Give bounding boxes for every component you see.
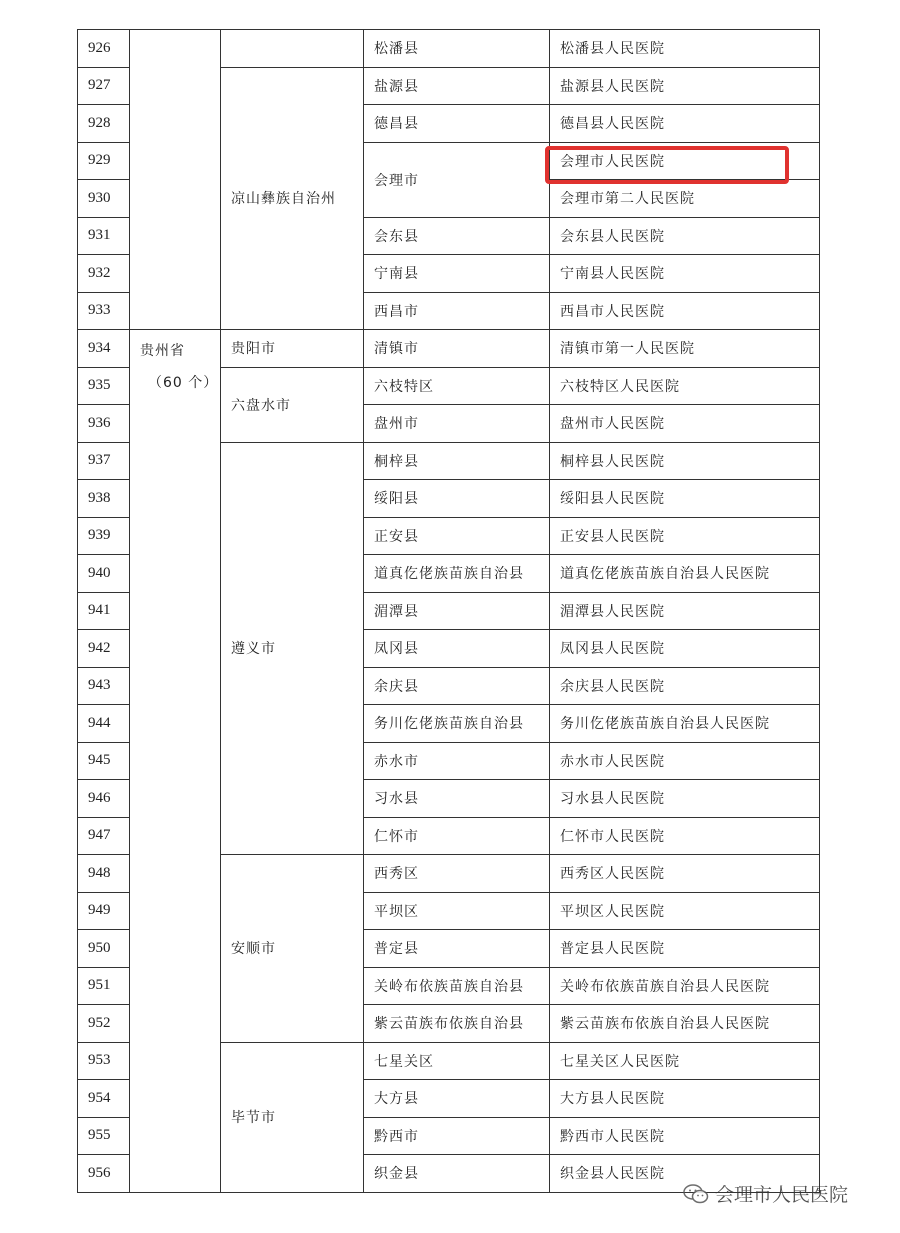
county-cell: 大方县 — [364, 1080, 550, 1118]
row-number: 945 — [78, 742, 130, 780]
row-number: 937 — [78, 442, 130, 480]
county-cell: 普定县 — [364, 930, 550, 968]
hospital-cell: 绥阳县人民医院 — [550, 480, 820, 518]
row-number: 950 — [78, 930, 130, 968]
row-number: 926 — [78, 30, 130, 68]
row-number: 944 — [78, 705, 130, 743]
city-cell — [221, 30, 364, 68]
row-number: 955 — [78, 1117, 130, 1155]
wechat-icon — [683, 1184, 709, 1204]
row-number: 936 — [78, 405, 130, 443]
hospital-cell: 松潘县人民医院 — [550, 30, 820, 68]
county-cell: 宁南县 — [364, 255, 550, 293]
county-cell: 平坝区 — [364, 892, 550, 930]
hospital-list-table — [77, 29, 820, 1193]
row-number: 951 — [78, 967, 130, 1005]
county-cell: 仁怀市 — [364, 817, 550, 855]
county-cell: 西秀区 — [364, 855, 550, 893]
row-number: 933 — [78, 292, 130, 330]
county-cell: 会东县 — [364, 217, 550, 255]
province-name: 贵州省 — [140, 343, 185, 359]
hospital-cell: 仁怀市人民医院 — [550, 817, 820, 855]
row-number: 941 — [78, 592, 130, 630]
county-cell: 织金县 — [364, 1155, 550, 1193]
hospital-cell: 六枝特区人民医院 — [550, 367, 820, 405]
hospital-cell: 赤水市人民医院 — [550, 742, 820, 780]
hospital-cell: 习水县人民医院 — [550, 780, 820, 818]
hospital-cell: 会理市第二人民医院 — [550, 180, 820, 218]
hospital-cell: 余庆县人民医院 — [550, 667, 820, 705]
hospital-cell: 清镇市第一人民医院 — [550, 330, 820, 368]
county-cell: 德昌县 — [364, 105, 550, 143]
hospital-cell: 宁南县人民医院 — [550, 255, 820, 293]
province-cell-guizhou — [130, 330, 221, 1193]
row-number: 952 — [78, 1005, 130, 1043]
row-number: 929 — [78, 142, 130, 180]
row-number: 940 — [78, 555, 130, 593]
row-number: 930 — [78, 180, 130, 218]
county-cell: 关岭布依族苗族自治县 — [364, 967, 550, 1005]
row-number: 934 — [78, 330, 130, 368]
watermark-text: 会理市人民医院 — [715, 1184, 849, 1206]
county-cell: 七星关区 — [364, 1042, 550, 1080]
hospital-cell: 黔西市人民医院 — [550, 1117, 820, 1155]
hospital-cell: 大方县人民医院 — [550, 1080, 820, 1118]
city-cell-anshun: 安顺市 — [221, 855, 364, 1043]
province-count: （60 个） — [148, 375, 219, 391]
row-number: 946 — [78, 780, 130, 818]
county-cell: 松潘县 — [364, 30, 550, 68]
row-number: 948 — [78, 855, 130, 893]
row-number: 953 — [78, 1042, 130, 1080]
county-cell: 西昌市 — [364, 292, 550, 330]
city-cell-guiyang: 贵阳市 — [221, 330, 364, 368]
hospital-cell: 紫云苗族布依族自治县人民医院 — [550, 1005, 820, 1043]
county-cell: 湄潭县 — [364, 592, 550, 630]
hospital-cell: 务川仡佬族苗族自治县人民医院 — [550, 705, 820, 743]
table-row — [78, 330, 820, 368]
county-cell: 紫云苗族布依族自治县 — [364, 1005, 550, 1043]
hospital-cell-highlighted: 会理市人民医院 — [550, 142, 820, 180]
hospital-cell: 西昌市人民医院 — [550, 292, 820, 330]
county-cell: 余庆县 — [364, 667, 550, 705]
hospital-cell: 七星关区人民医院 — [550, 1042, 820, 1080]
county-cell: 习水县 — [364, 780, 550, 818]
row-number: 943 — [78, 667, 130, 705]
watermark — [683, 1180, 848, 1207]
row-number: 931 — [78, 217, 130, 255]
hospital-cell: 正安县人民医院 — [550, 517, 820, 555]
hospital-cell: 会东县人民医院 — [550, 217, 820, 255]
hospital-cell: 凤冈县人民医院 — [550, 630, 820, 668]
hospital-cell: 平坝区人民医院 — [550, 892, 820, 930]
county-cell: 盘州市 — [364, 405, 550, 443]
row-number: 947 — [78, 817, 130, 855]
row-number: 927 — [78, 67, 130, 105]
county-cell: 赤水市 — [364, 742, 550, 780]
table-row — [78, 30, 820, 68]
county-cell: 绥阳县 — [364, 480, 550, 518]
row-number: 939 — [78, 517, 130, 555]
city-cell-bijie: 毕节市 — [221, 1042, 364, 1192]
row-number: 956 — [78, 1155, 130, 1193]
hospital-cell: 普定县人民医院 — [550, 930, 820, 968]
province-cell-empty — [130, 30, 221, 330]
hospital-cell: 盘州市人民医院 — [550, 405, 820, 443]
county-cell: 清镇市 — [364, 330, 550, 368]
row-number: 938 — [78, 480, 130, 518]
hospital-cell: 桐梓县人民医院 — [550, 442, 820, 480]
row-number: 932 — [78, 255, 130, 293]
county-cell: 正安县 — [364, 517, 550, 555]
row-number: 928 — [78, 105, 130, 143]
hospital-cell: 织金县人民医院 — [550, 1155, 820, 1193]
hospital-cell: 德昌县人民医院 — [550, 105, 820, 143]
county-cell: 黔西市 — [364, 1117, 550, 1155]
city-cell-liupanshui: 六盘水市 — [221, 367, 364, 442]
hospital-cell: 关岭布依族苗族自治县人民医院 — [550, 967, 820, 1005]
row-number: 949 — [78, 892, 130, 930]
hospital-cell: 盐源县人民医院 — [550, 67, 820, 105]
row-number: 954 — [78, 1080, 130, 1118]
row-number: 942 — [78, 630, 130, 668]
county-cell: 会理市 — [364, 142, 550, 217]
county-cell: 凤冈县 — [364, 630, 550, 668]
county-cell: 六枝特区 — [364, 367, 550, 405]
county-cell: 道真仡佬族苗族自治县 — [364, 555, 550, 593]
highlight-box — [545, 146, 789, 184]
county-cell: 盐源县 — [364, 67, 550, 105]
hospital-cell: 湄潭县人民医院 — [550, 592, 820, 630]
hospital-cell: 西秀区人民医院 — [550, 855, 820, 893]
city-cell-zunyi: 遵义市 — [221, 442, 364, 855]
county-cell: 务川仡佬族苗族自治县 — [364, 705, 550, 743]
city-cell-liangshan: 凉山彝族自治州 — [221, 67, 364, 330]
county-cell: 桐梓县 — [364, 442, 550, 480]
row-number: 935 — [78, 367, 130, 405]
hospital-cell: 道真仡佬族苗族自治县人民医院 — [550, 555, 820, 593]
